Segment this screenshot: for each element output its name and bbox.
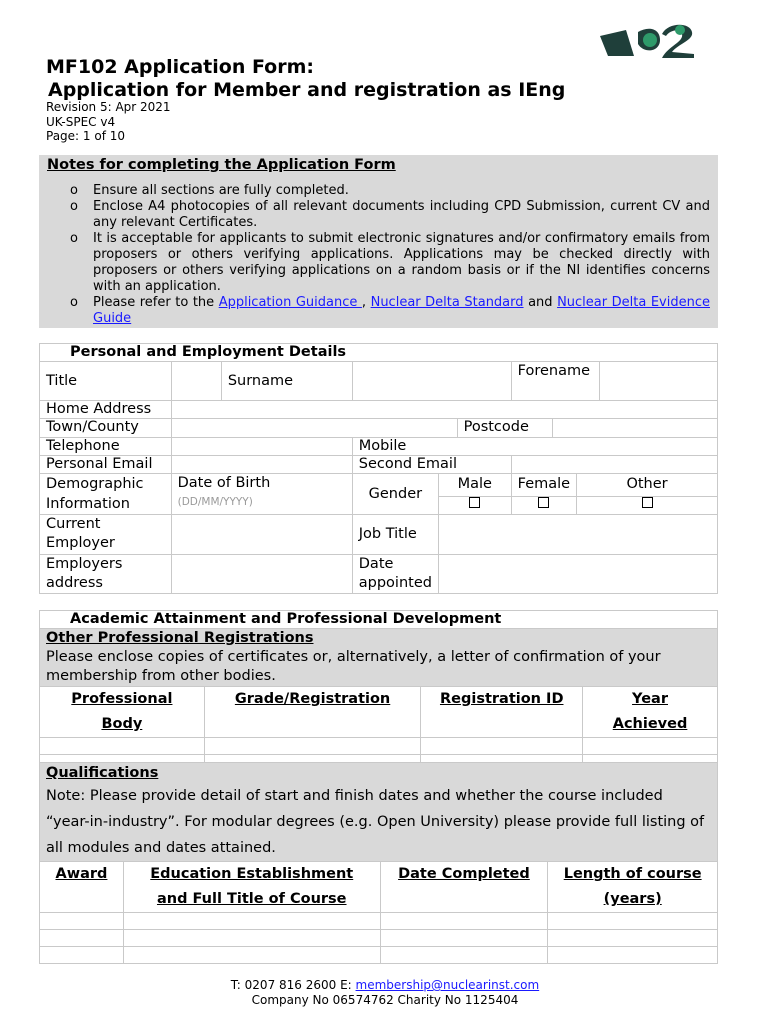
- other-checkbox[interactable]: [642, 497, 653, 508]
- female-checkbox[interactable]: [538, 497, 549, 508]
- notes-item: o Ensure all sections are fully completed.: [70, 183, 349, 198]
- qual-cell[interactable]: [380, 930, 548, 947]
- col-registration-id: Registration ID: [421, 687, 583, 738]
- col-length-of-course: Length of course (years): [548, 862, 718, 913]
- nuclear-institute-logo: [598, 22, 698, 58]
- mobile-label: Mobile: [352, 438, 717, 456]
- personal-details-table: [39, 343, 718, 594]
- male-label: Male: [438, 474, 511, 497]
- employers-address-input[interactable]: [171, 555, 352, 594]
- home-address-label: Home Address: [40, 401, 172, 419]
- town-input[interactable]: [171, 419, 457, 438]
- notes-item: o It is acceptable for applicants to submit electronic signatures and/or confirmatory emails from proposers or others verifying applications. Applications may be checked directly with proposers or others verifying applications on a random basis or if the NI identifies concerns with an application.: [70, 231, 710, 294]
- qual-cell[interactable]: [548, 913, 718, 930]
- personal-email-label: Personal Email: [40, 456, 172, 474]
- qual-cell[interactable]: [40, 947, 124, 964]
- opr-cell[interactable]: [204, 738, 421, 755]
- forename-label: Forename: [512, 362, 600, 400]
- qual-cell[interactable]: [123, 947, 380, 964]
- footer-company: Company No 06574762 Charity No 1125404: [251, 993, 519, 1007]
- nuclear-delta-standard-link[interactable]: Nuclear Delta Standard: [370, 295, 524, 310]
- personal-section-title: Personal and Employment Details: [40, 344, 718, 362]
- qual-cell[interactable]: [123, 930, 380, 947]
- postcode-label: Postcode: [458, 419, 553, 437]
- date-appointed-label: Date appointed: [352, 555, 438, 594]
- notes-title: Notes for completing the Application Form: [47, 157, 396, 173]
- academic-table: [39, 610, 718, 772]
- qualifications-title: Qualifications: [46, 765, 159, 781]
- male-checkbox[interactable]: [469, 497, 480, 508]
- col-date-completed: Date Completed: [380, 862, 548, 913]
- col-professional-body: Professional Body: [40, 687, 205, 738]
- notes-item: o Enclose A4 photocopies of all relevant documents including CPD Submission, current CV and any relevant Certificates.: [70, 199, 710, 230]
- second-email-label: Second Email: [352, 456, 511, 474]
- qual-cell[interactable]: [380, 947, 548, 964]
- qual-cell[interactable]: [548, 947, 718, 964]
- col-grade-registration: Grade/Registration: [204, 687, 421, 738]
- opr-title: Other Professional Registrations: [46, 630, 314, 646]
- surname-label: Surname: [221, 362, 352, 401]
- employers-address-label: Employers address: [40, 555, 172, 594]
- opr-cell[interactable]: [583, 738, 718, 755]
- qual-cell[interactable]: [40, 913, 124, 930]
- date-appointed-input[interactable]: [438, 555, 717, 594]
- col-education-establishment: Education Establishment and Full Title of Course: [123, 862, 380, 913]
- forename-row: [512, 362, 717, 400]
- qualifications-note: Note: Please provide detail of start and finish dates and whether the course included “year-in-industry”. For modular degrees (e.g. Open University) please provide full listing of all modules and dates attained.: [46, 788, 705, 856]
- other-label: Other: [577, 474, 718, 497]
- title-input[interactable]: [171, 362, 221, 401]
- qual-cell[interactable]: [123, 913, 380, 930]
- notes-list: [39, 183, 718, 327]
- col-year-achieved: Year Achieved: [583, 687, 718, 738]
- page-number: Page: 1 of 10: [46, 129, 126, 143]
- form-title: MF102 Application Form:: [46, 56, 314, 78]
- membership-email-link[interactable]: membership@nuclearinst.com: [355, 978, 540, 992]
- female-label: Female: [511, 474, 576, 497]
- postcode-input[interactable]: [552, 419, 717, 437]
- col-award: Award: [40, 862, 124, 913]
- current-employer-label: Current Employer: [40, 515, 172, 555]
- qual-cell[interactable]: [548, 930, 718, 947]
- application-guidance-link[interactable]: Application Guidance: [218, 295, 362, 310]
- footer: [0, 978, 770, 1008]
- footer-contact: T: 0207 816 2600 E: membership@nuclearinst.com: [230, 978, 540, 992]
- spec-text: UK-SPEC v4: [46, 115, 116, 129]
- home-address-input[interactable]: [171, 401, 717, 419]
- second-email-input[interactable]: [511, 456, 717, 474]
- telephone-input[interactable]: [171, 438, 352, 456]
- demographic-label: Demographic Information: [40, 474, 172, 515]
- opr-note: Please enclose copies of certificates or, alternatively, a letter of confirmation of your membership from other bodies.: [46, 649, 661, 684]
- qualifications-table: [39, 762, 718, 964]
- current-employer-input[interactable]: [171, 515, 352, 555]
- opr-cell[interactable]: [40, 738, 205, 755]
- qual-cell[interactable]: [40, 930, 124, 947]
- title-label: Title: [40, 362, 172, 401]
- notes-item: o Please refer to the Application Guidance , Nuclear Delta Standard and Nuclear Delta Evidence Guide: [70, 295, 710, 326]
- personal-email-input[interactable]: [171, 456, 352, 474]
- dob-hint: (DD/MM/YYYY): [177, 496, 253, 508]
- notes-box: [39, 155, 718, 328]
- town-label: Town/County: [40, 419, 172, 438]
- telephone-label: Telephone: [40, 438, 172, 456]
- job-title-input[interactable]: [438, 515, 717, 555]
- academic-section-title: Academic Attainment and Professional Development: [40, 611, 718, 629]
- forename-input[interactable]: [599, 362, 717, 400]
- surname-input[interactable]: [352, 362, 511, 401]
- nuclear-delta-evidence-guide-link[interactable]: Nuclear Delta Evidence Guide: [93, 295, 710, 326]
- job-title-label: Job Title: [352, 515, 438, 555]
- revision-text: Revision 5: Apr 2021: [46, 100, 171, 114]
- dob-label: Date of Birth: [177, 475, 271, 491]
- qual-cell[interactable]: [380, 913, 548, 930]
- form-subtitle: Application for Member and registration as IEng: [48, 79, 566, 101]
- opr-cell[interactable]: [421, 738, 583, 755]
- gender-label: Gender: [352, 474, 438, 515]
